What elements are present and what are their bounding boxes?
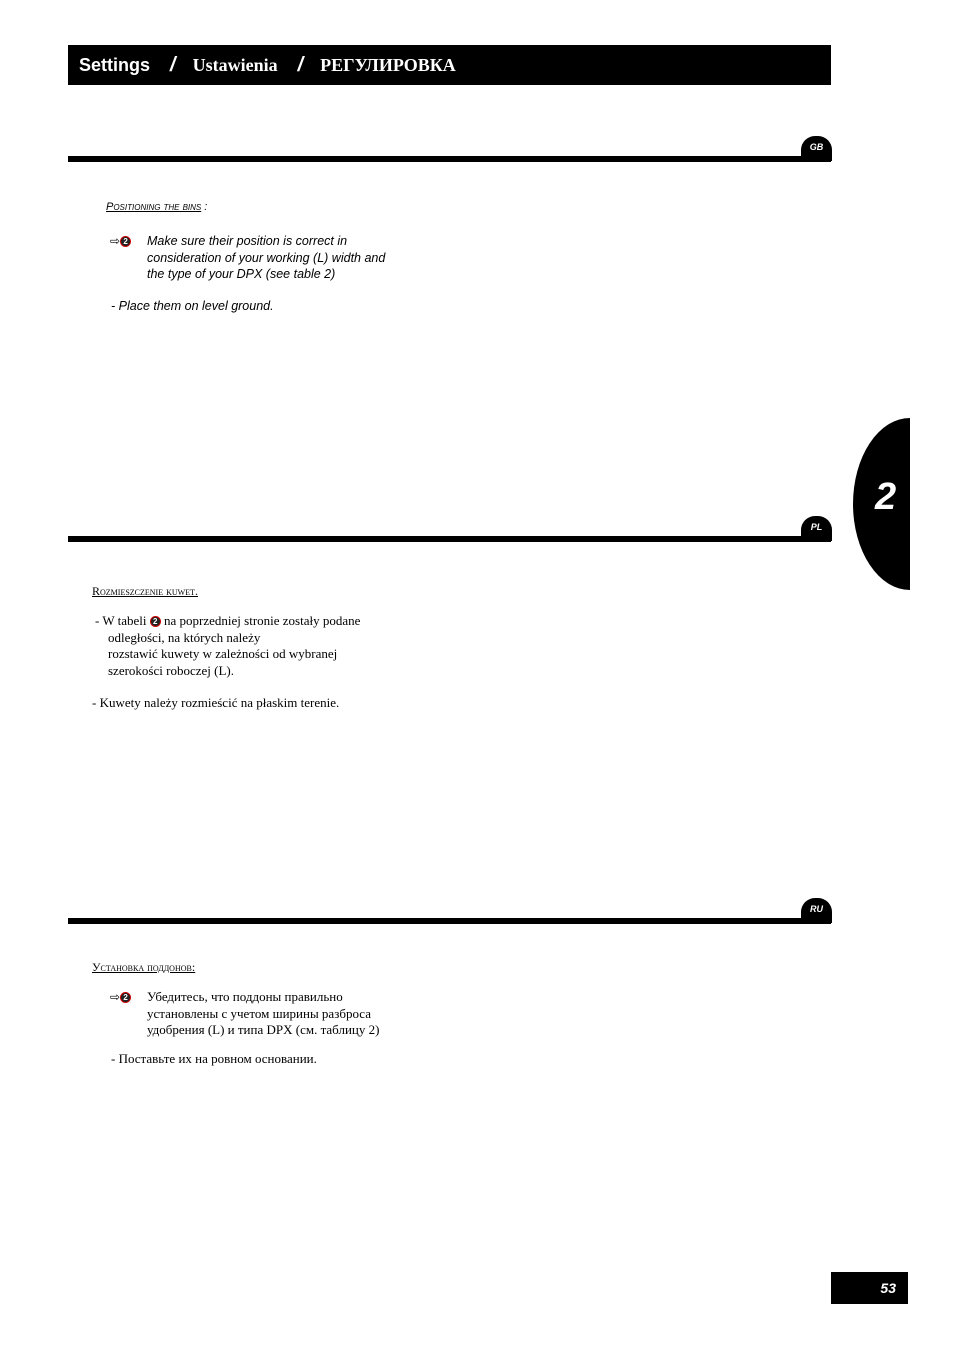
header-title-en: Settings: [79, 54, 151, 75]
heading-text: Positioning the bins: [106, 201, 202, 213]
pl-line-4: szerokości roboczej (L).: [108, 662, 234, 678]
section-divider-ru: [68, 918, 831, 924]
gb-line-1: Make sure their position is correct in: [147, 234, 348, 248]
pl-bullet: - Kuwety należy rozmieścić na płaskim terenie.: [92, 695, 340, 710]
ru-line-3: удобрения (L) и типа DPX (см. таблицу 2): [147, 1022, 380, 1037]
heading-suffix: :: [201, 201, 208, 213]
page-number: 53: [880, 1280, 896, 1296]
number-circle-icon: 2: [120, 236, 131, 247]
pl-line-1: [95, 613, 360, 630]
heading-text: Rozmieszczenie kuwet.: [92, 584, 198, 598]
arrow-right-icon: ⇨: [110, 234, 121, 248]
pl-line-1-b: na poprzedniej stronie zostały podane: [164, 613, 361, 628]
lang-badge-pl: PL: [801, 516, 832, 541]
number-circle-icon: 2: [120, 992, 131, 1003]
pl-line-1-a: - W tabeli: [95, 613, 147, 628]
number-circle-icon: 2: [150, 616, 161, 627]
chapter-number: 2: [875, 476, 897, 518]
lang-badge-ru: RU: [801, 898, 832, 923]
header-title-pl: Ustawienia: [192, 54, 278, 75]
section-divider-gb: [68, 156, 831, 162]
header-separator: /: [170, 53, 176, 76]
section-divider-pl: [68, 536, 831, 542]
gb-line-3: the type of your DPX (see table 2): [147, 267, 336, 281]
section-heading-gb: [106, 201, 207, 213]
chapter-tab: [853, 418, 910, 590]
pl-line-3: rozstawić kuwety w zależności od wybranej: [108, 646, 338, 661]
pl-line-2: odległości, na których należy: [108, 629, 261, 645]
header-title-ru: РЕГУЛИРОВКА: [320, 54, 456, 75]
arrow-right-icon: ⇨: [110, 990, 121, 1004]
ru-bullet: - Поставьте их на ровном основании.: [111, 1051, 317, 1066]
section-heading-pl: [92, 582, 198, 600]
heading-text: Установка поддонов:: [92, 960, 196, 974]
lang-badge-gb: GB: [801, 136, 832, 161]
page-number-box: [831, 1272, 908, 1304]
gb-line-2: consideration of your working (L) width and: [147, 250, 386, 265]
section-heading-ru: [92, 958, 195, 976]
ru-line-2: установлены с учетом ширины разброса: [147, 1005, 371, 1021]
pl-instruction: [95, 613, 360, 679]
header-separator: /: [297, 53, 304, 76]
ru-line-1: Убедитесь, что поддоны правильно: [147, 989, 343, 1004]
page-header: [68, 45, 831, 85]
gb-bullet: - Place them on level ground.: [111, 299, 274, 313]
